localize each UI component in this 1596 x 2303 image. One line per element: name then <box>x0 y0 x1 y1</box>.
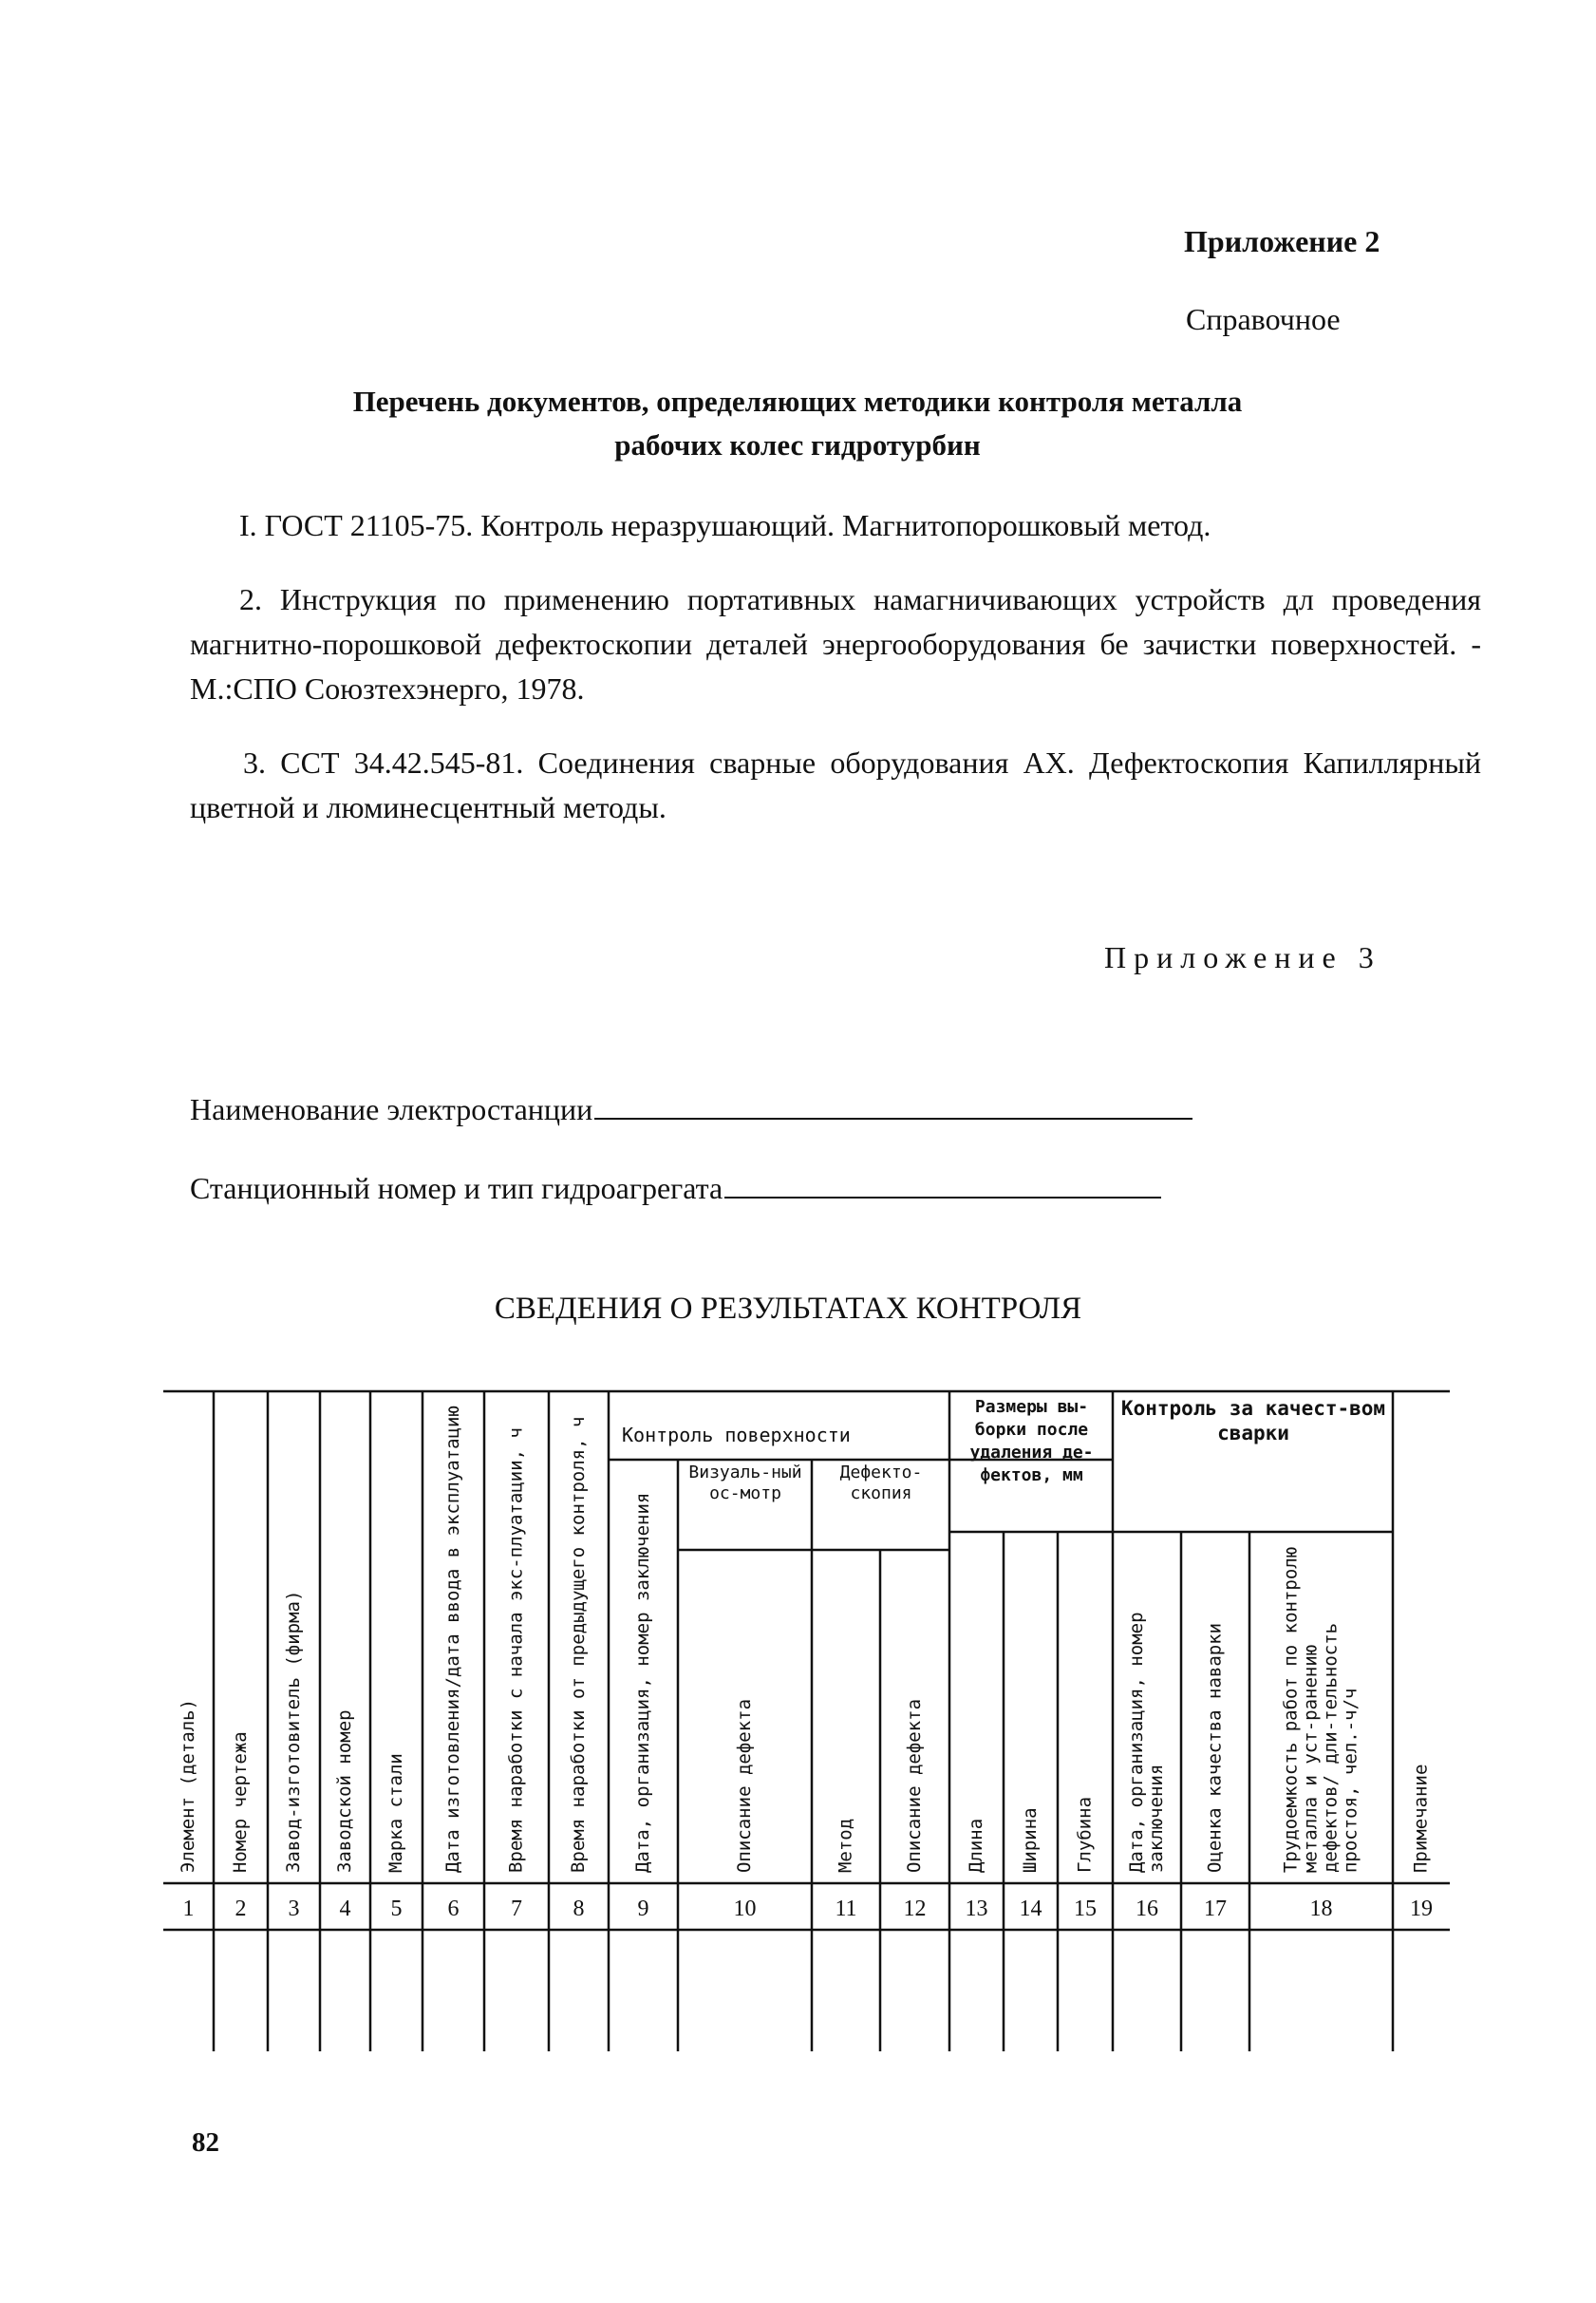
column-number-17: 17 <box>1204 1897 1227 1921</box>
column-number-7: 7 <box>511 1897 522 1921</box>
column-header-18-line: Трудоемкость работ по контролю <box>1280 1546 1302 1873</box>
column-header-15-line: Глубина <box>1074 1796 1096 1873</box>
column-header-1 <box>178 1699 198 1873</box>
column-header-11-line: Метод <box>835 1818 856 1873</box>
column-header-11 <box>836 1819 856 1873</box>
column-number-19: 19 <box>1410 1897 1433 1921</box>
column-number-6: 6 <box>447 1897 460 1921</box>
appendix-2-label: Приложение 2 <box>1184 224 1380 258</box>
column-header-8-line: Время наработки от предыдущего контроля, ч <box>568 1416 590 1873</box>
column-header-16-line: заключения <box>1146 1764 1168 1873</box>
column-number-3: 3 <box>288 1897 300 1921</box>
column-header-14 <box>1020 1807 1041 1873</box>
column-header-5-line: Марка стали <box>385 1753 407 1873</box>
column-header-13 <box>966 1819 986 1873</box>
column-number-8: 8 <box>573 1897 585 1921</box>
column-header-5 <box>385 1753 406 1873</box>
column-header-16 <box>1126 1612 1167 1873</box>
appendix-2-type: Справочное <box>1186 302 1341 336</box>
column-header-1-line: Элемент (деталь) <box>178 1698 199 1873</box>
document-list-item-2: 2. Инструкция по применению портативных намагничивающих устройств дл проведения магнитно-порошковой дефектоскопии деталей энергооборудования бе зачистки поверхностей. - М.:СПО Союзтехэнерго, 1978. <box>190 582 1481 706</box>
column-header-13-line: Длина <box>966 1818 987 1873</box>
column-number-11: 11 <box>835 1897 857 1921</box>
power-station-name-label: Наименование электростанции <box>190 1092 593 1126</box>
column-header-4-line: Заводской номер <box>334 1709 356 1873</box>
column-number-14: 14 <box>1019 1897 1042 1921</box>
surface-control-header: Контроль поверхности <box>622 1424 851 1446</box>
column-header-19-line: Примечание <box>1410 1764 1432 1873</box>
appendix-3-label: Приложение 3 <box>1104 940 1381 974</box>
page-number: 82 <box>192 2127 219 2158</box>
results-title: СВЕДЕНИЯ О РЕЗУЛЬТАТАХ КОНТРОЛЯ <box>494 1292 1082 1326</box>
column-header-3 <box>283 1591 304 1873</box>
column-header-3-line: Завод-изготовитель (фирма) <box>283 1590 305 1873</box>
column-number-15: 15 <box>1074 1897 1097 1921</box>
column-header-17-line: Оценка качества наварки <box>1204 1622 1226 1873</box>
column-number-4: 4 <box>339 1897 351 1921</box>
column-number-5: 5 <box>390 1897 403 1921</box>
column-header-10-line: Описание дефекта <box>734 1698 756 1873</box>
group-headers <box>622 1396 1392 1550</box>
column-header-18-line: дефектов/ дли-тельность <box>1320 1622 1342 1873</box>
column-header-15 <box>1075 1797 1096 1873</box>
document-list-item-1: I. ГОСТ 21105-75. Контроль неразрушающий. Магнитопорошковый метод. <box>239 508 1211 542</box>
column-header-18-line: металла и уст-ранению <box>1300 1644 1322 1873</box>
sample-sizes-header: Размеры вы-борки после удаления де-фектов, мм <box>969 1397 1094 1485</box>
document-list-title-line-2: рабочих колес гидротурбин <box>614 428 981 462</box>
column-number-2: 2 <box>235 1897 247 1921</box>
column-header-2 <box>230 1731 251 1873</box>
column-header-12 <box>904 1699 925 1873</box>
column-number-9: 9 <box>637 1897 649 1921</box>
column-header-4 <box>334 1709 355 1873</box>
column-number-10: 10 <box>733 1897 757 1921</box>
column-number-12: 12 <box>903 1897 927 1921</box>
column-header-6 <box>442 1406 463 1873</box>
column-header-2-line: Номер чертежа <box>230 1731 252 1873</box>
welding-control-header: Контроль за качест-вом сварки <box>1120 1397 1386 1444</box>
unit-number-type-label: Станционный номер и тип гидроагрегата <box>190 1171 723 1205</box>
column-number-16: 16 <box>1136 1897 1158 1921</box>
column-header-9-line: Дата, организация, номер заключения <box>632 1492 654 1873</box>
column-header-9 <box>632 1493 653 1873</box>
column-header-6-line: Дата изготовления/дата ввода в эксплуатацию <box>442 1406 464 1873</box>
column-header-8 <box>568 1417 589 1873</box>
column-header-19 <box>1411 1765 1432 1873</box>
column-number-1: 1 <box>182 1897 195 1921</box>
column-header-12-line: Описание дефекта <box>904 1698 926 1873</box>
column-header-14-line: Ширина <box>1020 1807 1042 1873</box>
defectoscopy-header: Дефекто-скопия <box>839 1463 923 1503</box>
column-header-7 <box>506 1427 527 1873</box>
column-header-17 <box>1205 1623 1226 1873</box>
visual-inspection-header: Визуаль-ный ос-мотр <box>688 1463 802 1503</box>
column-header-18 <box>1281 1547 1361 1873</box>
column-header-16-line: Дата, организация, номер <box>1126 1612 1148 1873</box>
column-number-18: 18 <box>1309 1897 1333 1921</box>
document-list-item-3: 3. ССТ 34.42.545-81. Соединения сварные оборудования АХ. Дефектоскопия Капиллярный цветной и люминесцентный методы. <box>190 746 1481 824</box>
document-list-title-line-1: Перечень документов, определяющих методики контроля металла <box>352 385 1243 418</box>
column-header-7-line: Время наработки с начала экс-плуатации, ч <box>505 1427 527 1873</box>
column-header-10 <box>734 1699 755 1873</box>
column-header-18-line: простоя, чел.-ч/ч <box>1340 1688 1361 1873</box>
column-number-13: 13 <box>965 1897 988 1921</box>
